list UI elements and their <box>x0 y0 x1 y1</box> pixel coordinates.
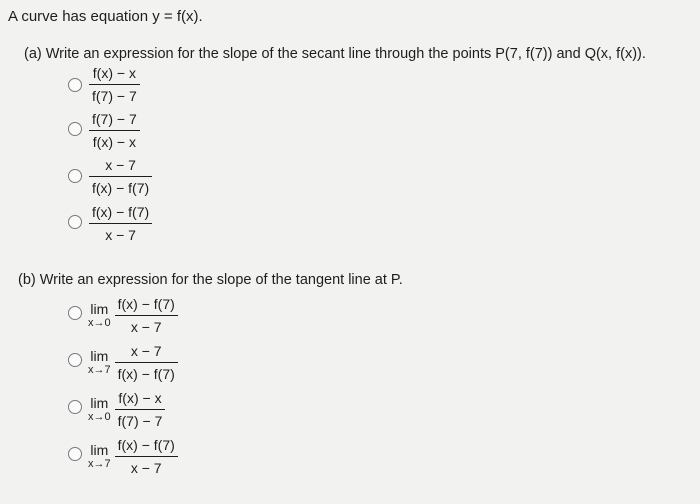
question-title: A curve has equation y = f(x). <box>8 8 203 25</box>
limit <box>88 395 111 424</box>
limit <box>88 442 111 471</box>
fraction-bar <box>115 456 178 457</box>
part-b-option-1-expression <box>88 295 178 336</box>
fraction-bar <box>89 130 140 131</box>
denominator: x − 7 <box>105 227 136 243</box>
limit-subscript: x→0 <box>88 317 111 329</box>
denominator: f(7) − 7 <box>117 413 163 429</box>
part-b-option-2-expression <box>88 342 178 383</box>
denominator: f(7) − 7 <box>92 88 137 104</box>
denominator: f(x) − f(7) <box>117 366 175 382</box>
fraction-bar <box>115 362 178 363</box>
fraction-bar <box>89 84 140 85</box>
part-b-option-3-radio[interactable] <box>68 400 82 414</box>
numerator: f(7) − 7 <box>92 111 137 127</box>
numerator: f(x) − f(7) <box>117 437 175 453</box>
fraction <box>115 436 178 477</box>
part-a-option-4-fraction <box>89 203 152 244</box>
fraction <box>115 389 166 430</box>
limit <box>88 348 111 377</box>
fraction-bar <box>89 176 152 177</box>
denominator: f(x) − f(7) <box>92 180 150 196</box>
fraction-bar <box>89 223 152 224</box>
limit-subscript: x→0 <box>88 411 111 423</box>
limit-word: lim <box>90 395 109 411</box>
numerator: f(x) − x <box>92 65 136 81</box>
part-a-option-3-radio[interactable] <box>68 169 82 183</box>
numerator: f(x) − x <box>118 390 162 406</box>
fraction <box>115 295 178 336</box>
limit-subscript: x→7 <box>88 364 111 376</box>
part-b-option-3-expression <box>88 389 165 430</box>
part-a-label: (a) Write an expression for the slope of the secant line through the points P(7, f(7)) and Q(x, f(x)). <box>24 46 646 62</box>
part-b-option-4-expression <box>88 436 178 477</box>
denominator: x − 7 <box>130 460 162 476</box>
part-b-option-2-radio[interactable] <box>68 353 82 367</box>
limit-word: lim <box>90 301 109 317</box>
part-a-option-2-fraction <box>89 110 140 151</box>
fraction-bar <box>115 315 178 316</box>
numerator: f(x) − f(7) <box>92 204 150 220</box>
part-b-option-1-radio[interactable] <box>68 306 82 320</box>
part-a-option-2-radio[interactable] <box>68 122 82 136</box>
part-a-option-3-fraction <box>89 156 152 197</box>
fraction-bar <box>115 409 166 410</box>
numerator: x − 7 <box>105 157 136 173</box>
numerator: f(x) − f(7) <box>117 296 175 312</box>
part-a-option-1-radio[interactable] <box>68 78 82 92</box>
fraction <box>115 342 178 383</box>
limit-subscript: x→7 <box>88 458 111 470</box>
part-a-option-1-fraction <box>89 64 140 105</box>
limit-word: lim <box>90 348 109 364</box>
numerator: x − 7 <box>130 343 162 359</box>
part-b-label: (b) Write an expression for the slope of the tangent line at P. <box>18 272 403 288</box>
denominator: f(x) − x <box>92 134 136 150</box>
limit-word: lim <box>90 442 109 458</box>
limit <box>88 301 111 330</box>
part-a-option-4-radio[interactable] <box>68 215 82 229</box>
denominator: x − 7 <box>130 319 162 335</box>
part-b-option-4-radio[interactable] <box>68 447 82 461</box>
